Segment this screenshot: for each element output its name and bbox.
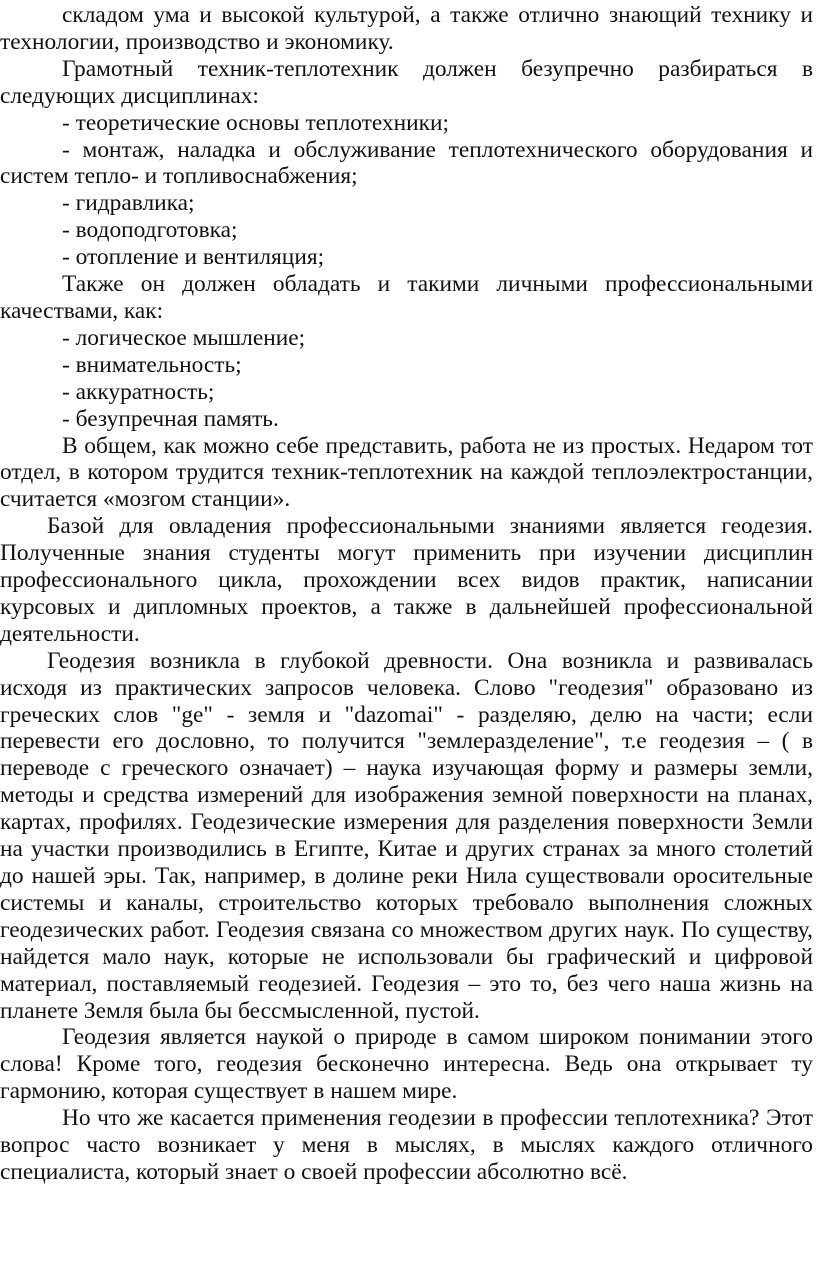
list-item-quality: - внимательность; (62, 351, 242, 378)
paragraph-intro-continuation: складом ума и высокой культурой, а также отлично знающий технику и технологии, производство и экономику. (0, 2, 813, 55)
list-item-discipline: - монтаж, наладка и обслуживание теплотехнического оборудования и систем тепло- и топливоснабжения; (0, 136, 813, 190)
list-item-quality: - аккуратность; (62, 378, 215, 405)
paragraph-disciplines-intro: Грамотный техник-теплотехник должен безупречно разбираться в следующих дисциплинах: (0, 55, 813, 109)
list-item-discipline: - водоподготовка; (62, 217, 238, 244)
paragraph-geodesy-history: Геодезия возникла в глубокой древности. Она возникла и развивалась исходя из практических запросов человека. Слово "геодезия" образовано из греческих слов "ge" - земля и "dazomai" - разделяю, делю на части; если перевести его дословно, то получится "землеразделение", т.е геодезия – ( в переводе с греческого означает) – наука изучающая форму и размеры земли, методы и средства измерений для изображения земной поверхности на планах, картах, профилях. Геодезические измерения для разделения поверхности Земли на участки производились в Египте, Китае и других странах за много столетий до нашей эры. Так, например, в долине реки Нила существовали оросительные системы и каналы, строительство которых требовало выполнения сложных геодезических работ. Геодезия связана со множеством других наук. По существу, найдется мало наук, которые не использовали бы графический и цифровой материал, поставляемый геодезией. Геодезия – это то, без чего наша жизнь на планете Земля была бы бессмысленной, пустой. (0, 647, 813, 1024)
paragraph-general: В общем, как можно себе представить, работа не из простых. Недаром тот отдел, в котором трудится техник-теплотехник на каждой теплоэлектростанции, считается «мозгом станции». (0, 432, 813, 513)
list-item-discipline: - отопление и вентиляция; (62, 244, 325, 271)
list-item-quality: - логическое мышление; (62, 324, 306, 351)
paragraph-geodesy-science: Геодезия является наукой о природе в самом широком понимании этого слова! Кроме того, геодезия бесконечно интересна. Ведь она открывает ту гармонию, которая существует в нашем мире. (0, 1024, 813, 1105)
paragraph-qualities-intro: Также он должен обладать и такими личными профессиональными качествами, как: (0, 271, 813, 324)
list-item-quality: - безупречная память. (62, 405, 279, 432)
paragraph-question: Но что же касается применения геодезии в профессии теплотехника? Этот вопрос часто возникает у меня в мыслях, в мыслях каждого отличного специалиста, который знает о своей профессии абсолютно всё. (0, 1105, 813, 1185)
document-page (0, 2, 813, 1186)
list-item-discipline: - теоретические основы теплотехники; (62, 109, 450, 136)
list-item-discipline: - гидравлика; (62, 190, 195, 217)
paragraph-geodesy-base: Базой для овладения профессиональными знаниями является геодезия. Полученные знания студенты могут применить при изучении дисциплин профессионального цикла, прохождении всех видов практик, написании курсовых и дипломных проектов, а также в дальнейшей профессиональной деятельности. (0, 513, 813, 647)
